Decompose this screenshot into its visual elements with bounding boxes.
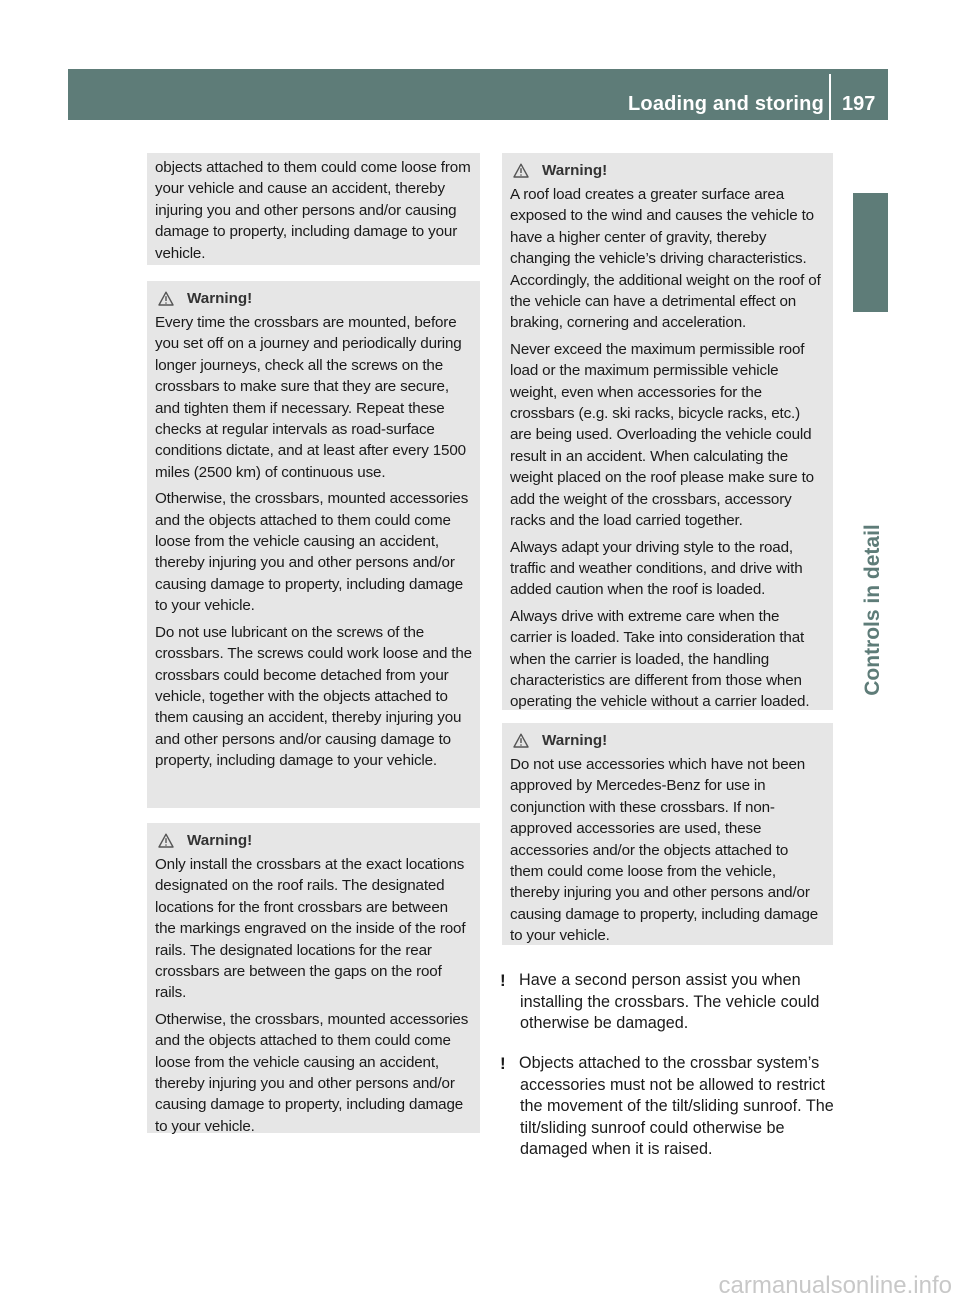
warning-text: Always drive with extreme care when the carrier is loaded. Take into consideration that when the carrier is loaded, the handling characteristics are different from those when operating the vehicle without a carrier loaded. (510, 607, 810, 711)
section-title: Loading and storing (627, 93, 824, 115)
exclamation-icon: ! (500, 971, 506, 990)
warning-text: Otherwise, the crossbars, mounted accessories and the objects attached to them could come loose from the vehicle causing an accident, thereby injuring you and other persons and/or causing damage to property, including damage to your vehicle. (155, 1010, 469, 1135)
warning-text: A roof load creates a greater surface area exposed to the wind and causes the vehicle to have a higher center of gravity, thereby changing the vehicle’s driving characteristics. Accordingly, the additional weight on the roof of the vehicle can have a detrimental effect on braking, cornering and acceleration. (510, 186, 821, 332)
warning-text: Always adapt your driving style to the road, traffic and weather conditions, and drive with added caution when the roof is loaded. (510, 538, 803, 599)
continued-warning-box (147, 153, 480, 265)
warning-heading (155, 827, 472, 853)
warning-text: Otherwise, the crossbars, mounted accessories and the objects attached to them could come loose from the vehicle causing an accident, thereby injuring you and other persons and/or causing damage to property, including damage to your vehicle. (155, 490, 469, 615)
warning-text: objects attached to them could come loose from your vehicle and cause an accident, thereby injuring you and other persons and/or causing damage to property, including damage to your vehicle. (155, 159, 471, 262)
watermark: carmanualsonline.info (718, 1272, 952, 1299)
chapter-tab (853, 193, 888, 312)
warning-box-install-locations (147, 823, 480, 1133)
header-divider (829, 74, 831, 120)
chapter-label: Controls in detail (861, 524, 884, 696)
warning-text: Every time the crossbars are mounted, before you set off on a journey and periodically during longer journeys, check all the screws on the crossbars to make sure that they are secure, and tighten them if necessary. Repeat these checks at regular intervals as road-surface conditions dictate, and at least after every 1500 miles (2500 km) of continuous use. (155, 314, 466, 481)
warning-title: Warning! (542, 731, 608, 749)
warning-text: Do not use lubricant on the screws of the crossbars. The screws could work loose and the crossbars could become detached from your vehicle, together with the objects attached to them causing an accident, thereby injuring you and other persons and/or causing damage to property, including damage to your vehicle. (155, 623, 472, 770)
warning-heading (155, 285, 472, 311)
exclamation-icon: ! (500, 1054, 506, 1073)
warning-box-crossbar-screws (147, 281, 480, 808)
page-number: 197 (842, 93, 876, 115)
warning-title: Warning! (542, 161, 608, 179)
warning-triangle-icon (513, 163, 529, 178)
warning-text: Never exceed the maximum permissible roof load or the maximum permissible vehicle weight, even when accessories for the crossbars (e.g. ski racks, bicycle racks, etc.) are being used. Overloading the vehicle could result in an accident. When calculating the weight placed on the roof please make sure to add the weight of the crossbars, accessory racks and the load carried together. (510, 340, 814, 530)
warning-box-roof-load (502, 153, 833, 710)
warning-triangle-icon (158, 833, 174, 848)
warning-triangle-icon (513, 733, 529, 748)
note-text: Objects attached to the crossbar system’s accessories must not be allowed to restrict the movement of the tilt/sliding sunroof. The tilt/sliding sunroof could otherwise be damaged when it is raised. (519, 1054, 834, 1159)
warning-heading (510, 727, 825, 753)
note-text: Have a second person assist you when installing the crossbars. The vehicle could otherwise be damaged. (519, 971, 820, 1033)
warning-triangle-icon (158, 291, 174, 306)
warning-title: Warning! (187, 831, 253, 849)
caution-note (500, 970, 835, 1035)
warning-text: Do not use accessories which have not been approved by Mercedes-Benz for use in conjunction with these crossbars. If non-approved accessories are used, these accessories and/or the objects attached to them could come loose from the vehicle, thereby injuring you and other persons and/or causing damage to property, including damage to your vehicle. (510, 756, 819, 945)
warning-text: Only install the crossbars at the exact locations designated on the roof rails. The designated locations for the front crossbars are between the markings engraved on the inside of the roof rails. The designated locations for the rear crossbars are between the gaps on the roof rails. (155, 856, 466, 1002)
warning-box-accessories (502, 723, 833, 945)
caution-note (500, 1053, 835, 1161)
warning-title: Warning! (187, 289, 253, 307)
warning-heading (510, 157, 825, 183)
